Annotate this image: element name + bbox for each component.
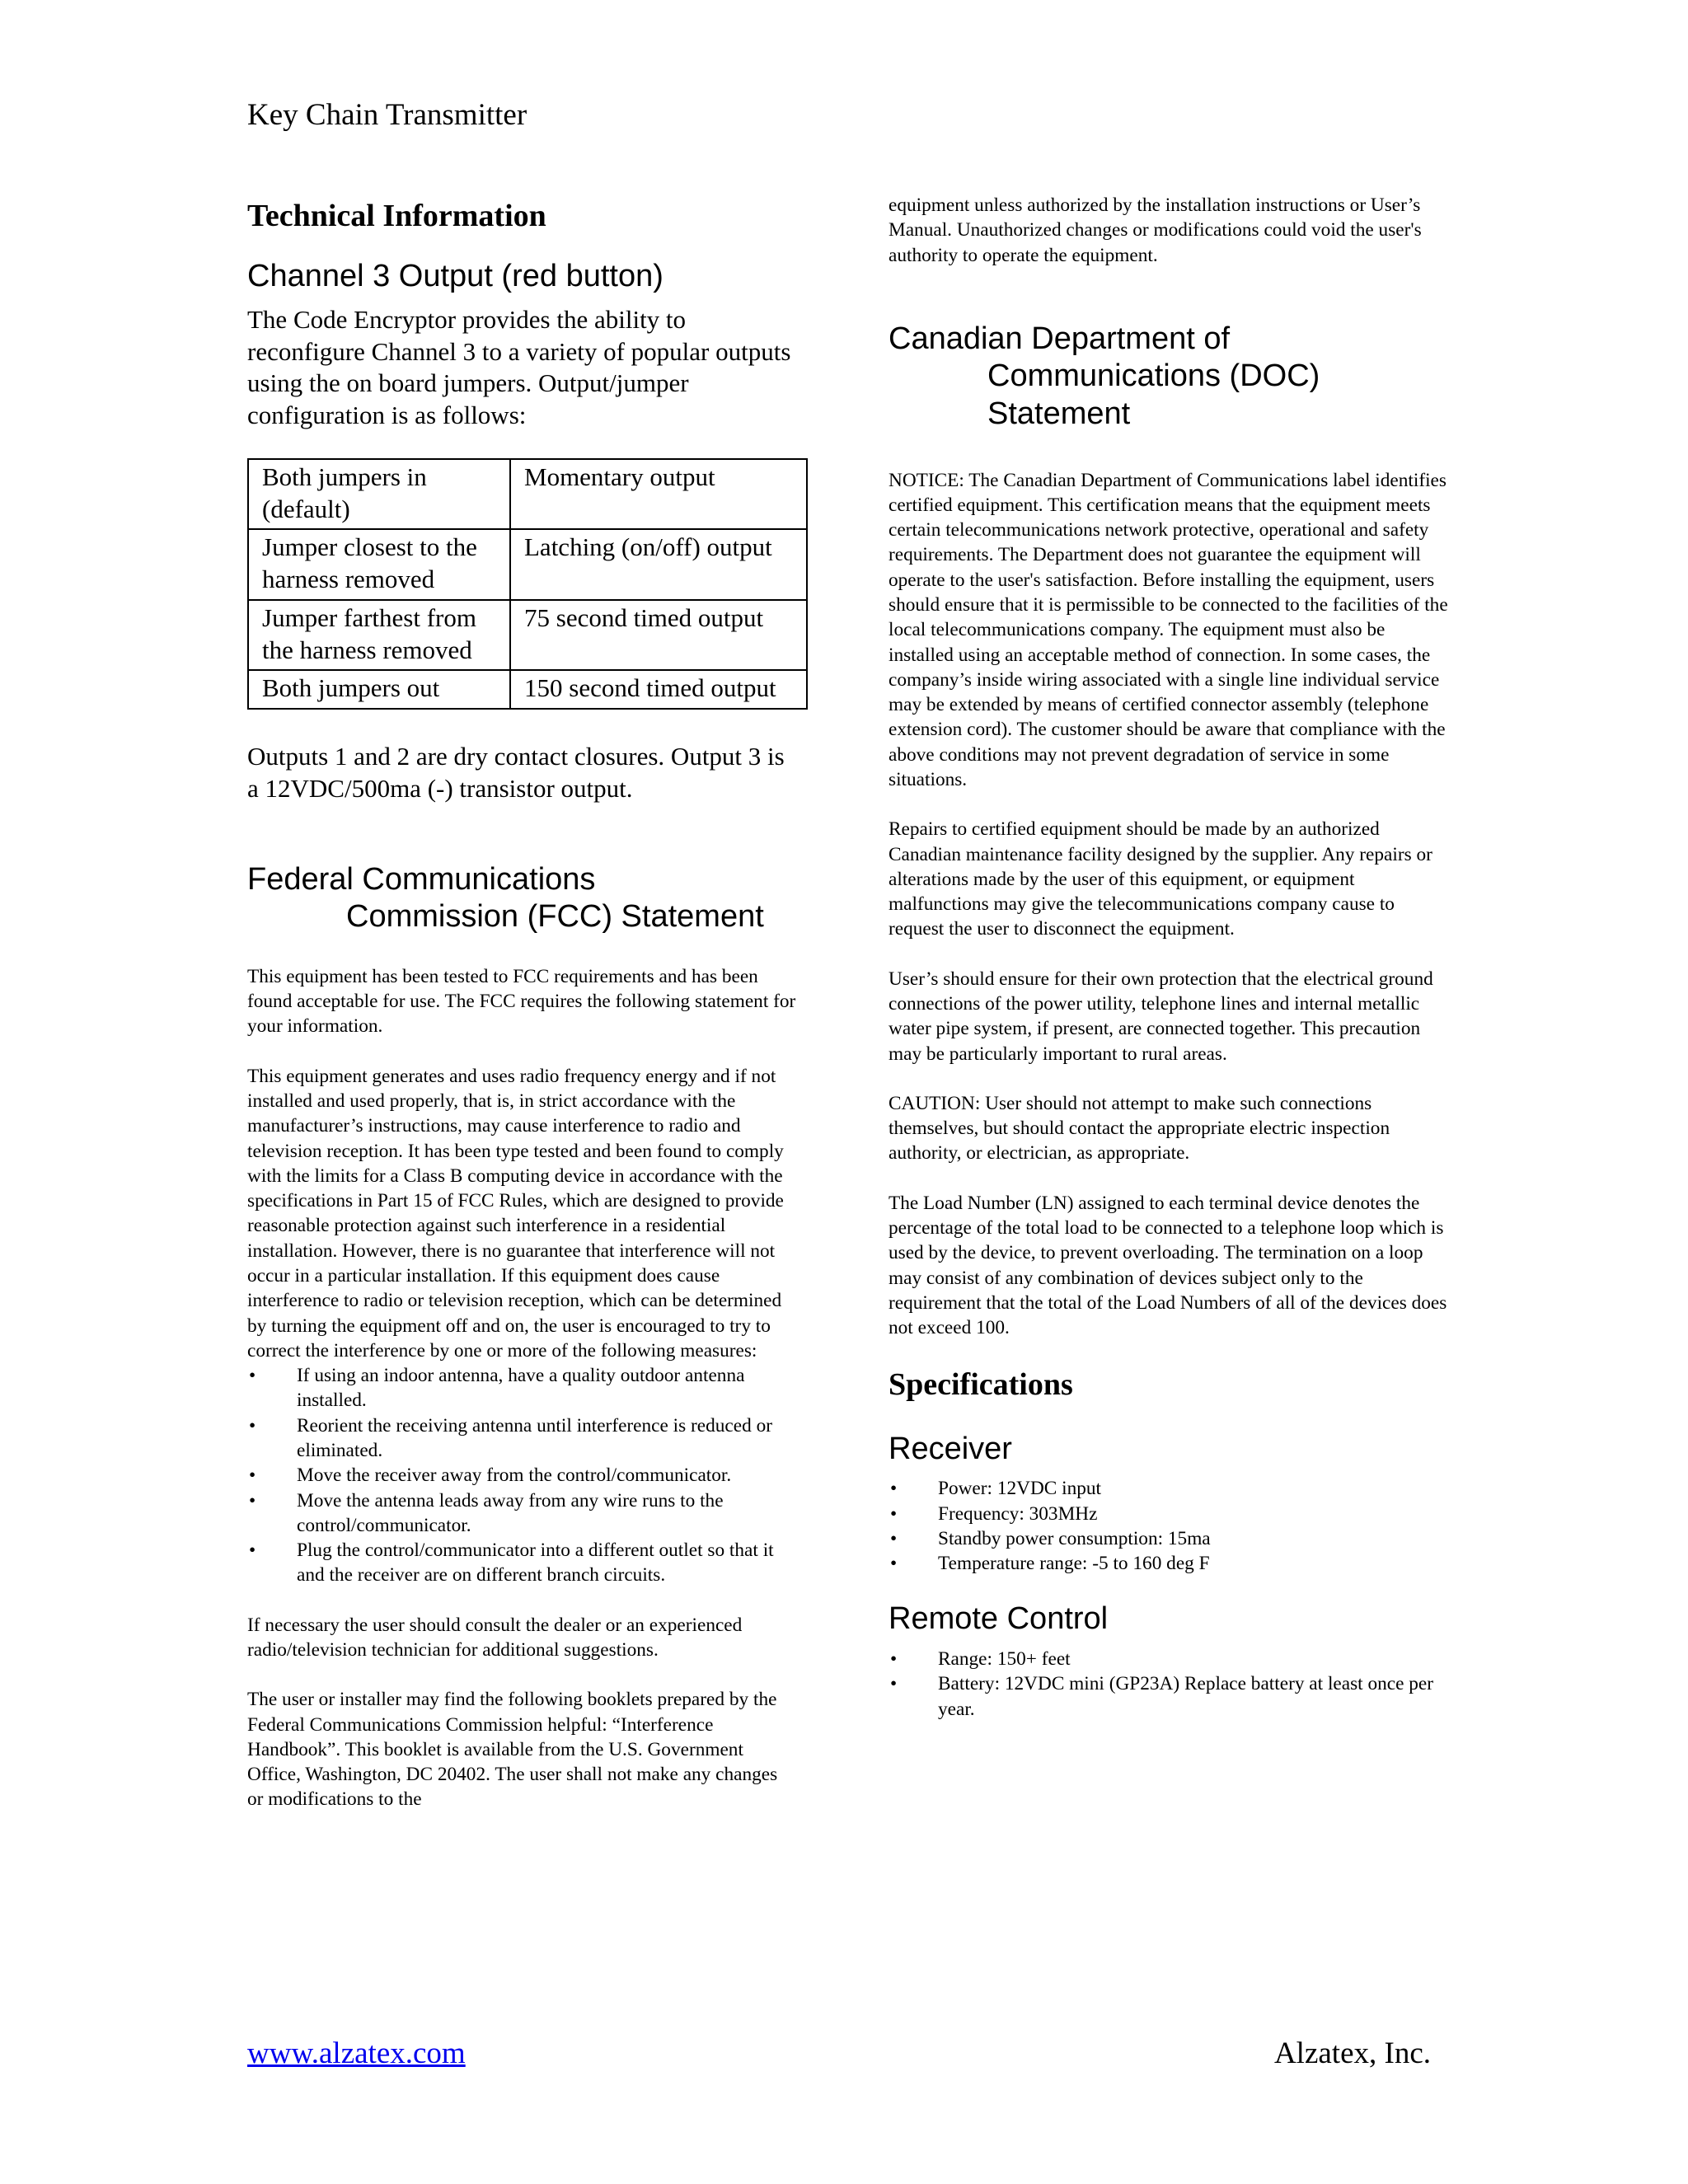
table-cell-config: Jumper farthest from the harness removed <box>248 600 510 671</box>
bullet-icon: • <box>249 1540 256 1562</box>
table-cell-output: 75 second timed output <box>510 600 807 671</box>
channel3-heading: Channel 3 Output (red button) <box>247 259 663 294</box>
doc-heading <box>889 321 1449 434</box>
table-cell-output: 150 second timed output <box>510 670 807 709</box>
doc-paragraph-3: User’s should ensure for their own protection that the electrical ground connections of the power utility, telephone lines and internal metallic water pipe system, if present, are connected together. This precaution may be particularly important to rural areas. <box>889 968 1433 1065</box>
list-item: • Frequency: 303MHz <box>889 1502 1449 1526</box>
remote-spec-list <box>889 1647 1449 1722</box>
list-item: • Move the receiver away from the control/communicator. <box>247 1463 796 1488</box>
table-cell-config: Jumper closest to the harness removed <box>248 529 510 600</box>
table-row <box>248 670 807 709</box>
bullet-icon: • <box>249 1489 256 1511</box>
fcc-paragraph-2: This equipment generates and uses radio frequency energy and if not installed and used properly, that is, in strict accordance with the manufacturer’s instructions, may cause interference to radio and television reception. It has been type tested and been found to comply with the limits for a Class B computing device in accordance with the specifications in Part 15 of FCC Rules, which are designed to provide reasonable protection against such interference in a residential installation. However, there is no guarantee that interference will not occur in a particular installation. If this equipment does cause interference to radio or television reception, which can be determined by turning the equipment off and on, the user is encouraged to try to correct the interference by one or more of the following measures: <box>247 1065 784 1361</box>
bullet-icon: • <box>890 1502 898 1525</box>
bullet-icon: • <box>249 1365 256 1387</box>
channel3-intro: The Code Encryptor provides the ability to reconfigure Channel 3 to a variety of popular outputs using the on board jumpers. Output/jumper configuration is as follows: <box>247 304 791 430</box>
table-cell-output: Latching (on/off) output <box>510 529 807 600</box>
fcc-paragraph-4: The user or installer may find the following booklets prepared by the Federal Communications Commission helpful: “Interference Handbook”. This booklet is available from the U.S. Government Office, Washington, DC 20402. The user shall not make any changes or modifications to the <box>247 1689 778 1811</box>
doc-heading-line3: Statement <box>987 396 1131 432</box>
bullet-icon: • <box>890 1648 898 1671</box>
fcc-heading-line1: Federal Communications <box>247 861 596 897</box>
list-item: • Range: 150+ feet <box>889 1647 1449 1671</box>
bullet-icon: • <box>890 1478 898 1500</box>
doc-paragraph-5: The Load Number (LN) assigned to each terminal device denotes the percentage of the total load to be connected to a telephone loop which is used by the device, to prevent overloading. The termination on a loop may consist of any combination of devices subject only to the requirement that the total of the Load Numbers of all of the devices does not exceed 100. <box>889 1192 1447 1339</box>
table-row <box>248 459 807 530</box>
company-name: Alzatex, Inc. <box>1273 2036 1431 2070</box>
doc-heading-line1: Canadian Department of <box>889 321 1231 356</box>
doc-paragraph-4: CAUTION: User should not attempt to make such connections themselves, but should contact the appropriate electric inspection authority, or electrician, as appropriate. <box>889 1092 1390 1165</box>
bullet-icon: • <box>890 1527 898 1549</box>
receiver-heading: Receiver <box>889 1431 1012 1466</box>
bullet-icon: • <box>890 1553 898 1575</box>
doc-heading-line2: Communications (DOC) <box>987 359 1320 394</box>
fcc-paragraph-1: This equipment has been tested to FCC requirements and has been found acceptable for use. The FCC requires the following statement for your information. <box>247 965 796 1038</box>
bullet-icon: • <box>249 1414 256 1436</box>
fcc-heading-line2: Commission (FCC) Statement <box>346 899 764 935</box>
doc-paragraph-2: Repairs to certified equipment should be made by an authorized Canadian maintenance facility designed by the supplier. Any repairs or alterations made by the user of this equipment, or equipment malfunctions may give the telecommunications company cause to request the user to disconnect the equipment. <box>889 818 1432 940</box>
list-item: • Plug the control/communicator into a different outlet so that it and the receiver are on different branch circuits. <box>249 1540 774 1586</box>
list-item: • If using an indoor antenna, have a quality outdoor antenna installed. <box>249 1365 745 1412</box>
technical-information-heading: Technical Information <box>247 199 546 233</box>
jumper-configuration-table <box>247 458 808 710</box>
list-item: • Battery: 12VDC mini (GP23A) Replace battery at least once per year. <box>890 1673 1434 1720</box>
list-item: • Standby power consumption: 15ma <box>889 1526 1449 1551</box>
fcc-measures-list <box>247 1363 796 1588</box>
list-item: • Power: 12VDC input <box>889 1476 1449 1501</box>
website-link[interactable]: www.alzatex.com <box>247 2036 466 2070</box>
fcc-continued-text: equipment unless authorized by the installation instructions or User’s Manual. Unauthorized changes or modifications could void the user's authority to operate the equipment. <box>889 194 1422 266</box>
bullet-icon: • <box>890 1673 898 1695</box>
left-column <box>247 196 796 1812</box>
receiver-spec-list <box>889 1476 1449 1576</box>
list-item: • Temperature range: -5 to 160 deg F <box>889 1551 1449 1576</box>
doc-paragraph-1: NOTICE: The Canadian Department of Communications label identifies certified equipment. This certification means that the equipment meets certain telecommunications network protective, operational and safety requirements. The Department does not guarantee the equipment will operate to the user's satisfaction. Before installing the equipment, users should ensure that it is permissible to be connected to the facilities of the local telecommunications company. The equipment must also be installed using an acceptable method of connection. In some cases, the company’s inside wiring associated with a single line individual service may be extended by means of certified connector assembly (telephone extension cord). The customer should be aware that compliance with the above conditions may not prevent degradation of service in some situations. <box>889 469 1448 790</box>
table-cell-config: Both jumpers out <box>248 670 510 709</box>
table-row <box>248 529 807 600</box>
remote-control-heading: Remote Control <box>889 1601 1109 1637</box>
page-header-title: Key Chain Transmitter <box>247 98 528 132</box>
list-item: • Move the antenna leads away from any wire runs to the control/communicator. <box>249 1489 724 1536</box>
list-item: • Reorient the receiving antenna until interference is reduced or eliminated. <box>249 1414 772 1461</box>
right-column <box>889 196 1449 1722</box>
specifications-heading: Specifications <box>889 1367 1073 1403</box>
table-cell-output: Momentary output <box>510 459 807 530</box>
table-row <box>248 600 807 671</box>
table-cell-config: Both jumpers in (default) <box>248 459 510 530</box>
fcc-heading <box>247 861 796 936</box>
bullet-icon: • <box>249 1465 256 1487</box>
fcc-paragraph-3: If necessary the user should consult the dealer or an experienced radio/television technician for additional suggestions. <box>247 1614 743 1661</box>
outputs-note: Outputs 1 and 2 are dry contact closures. Output 3 is a 12VDC/500ma (-) transistor output. <box>247 742 785 803</box>
